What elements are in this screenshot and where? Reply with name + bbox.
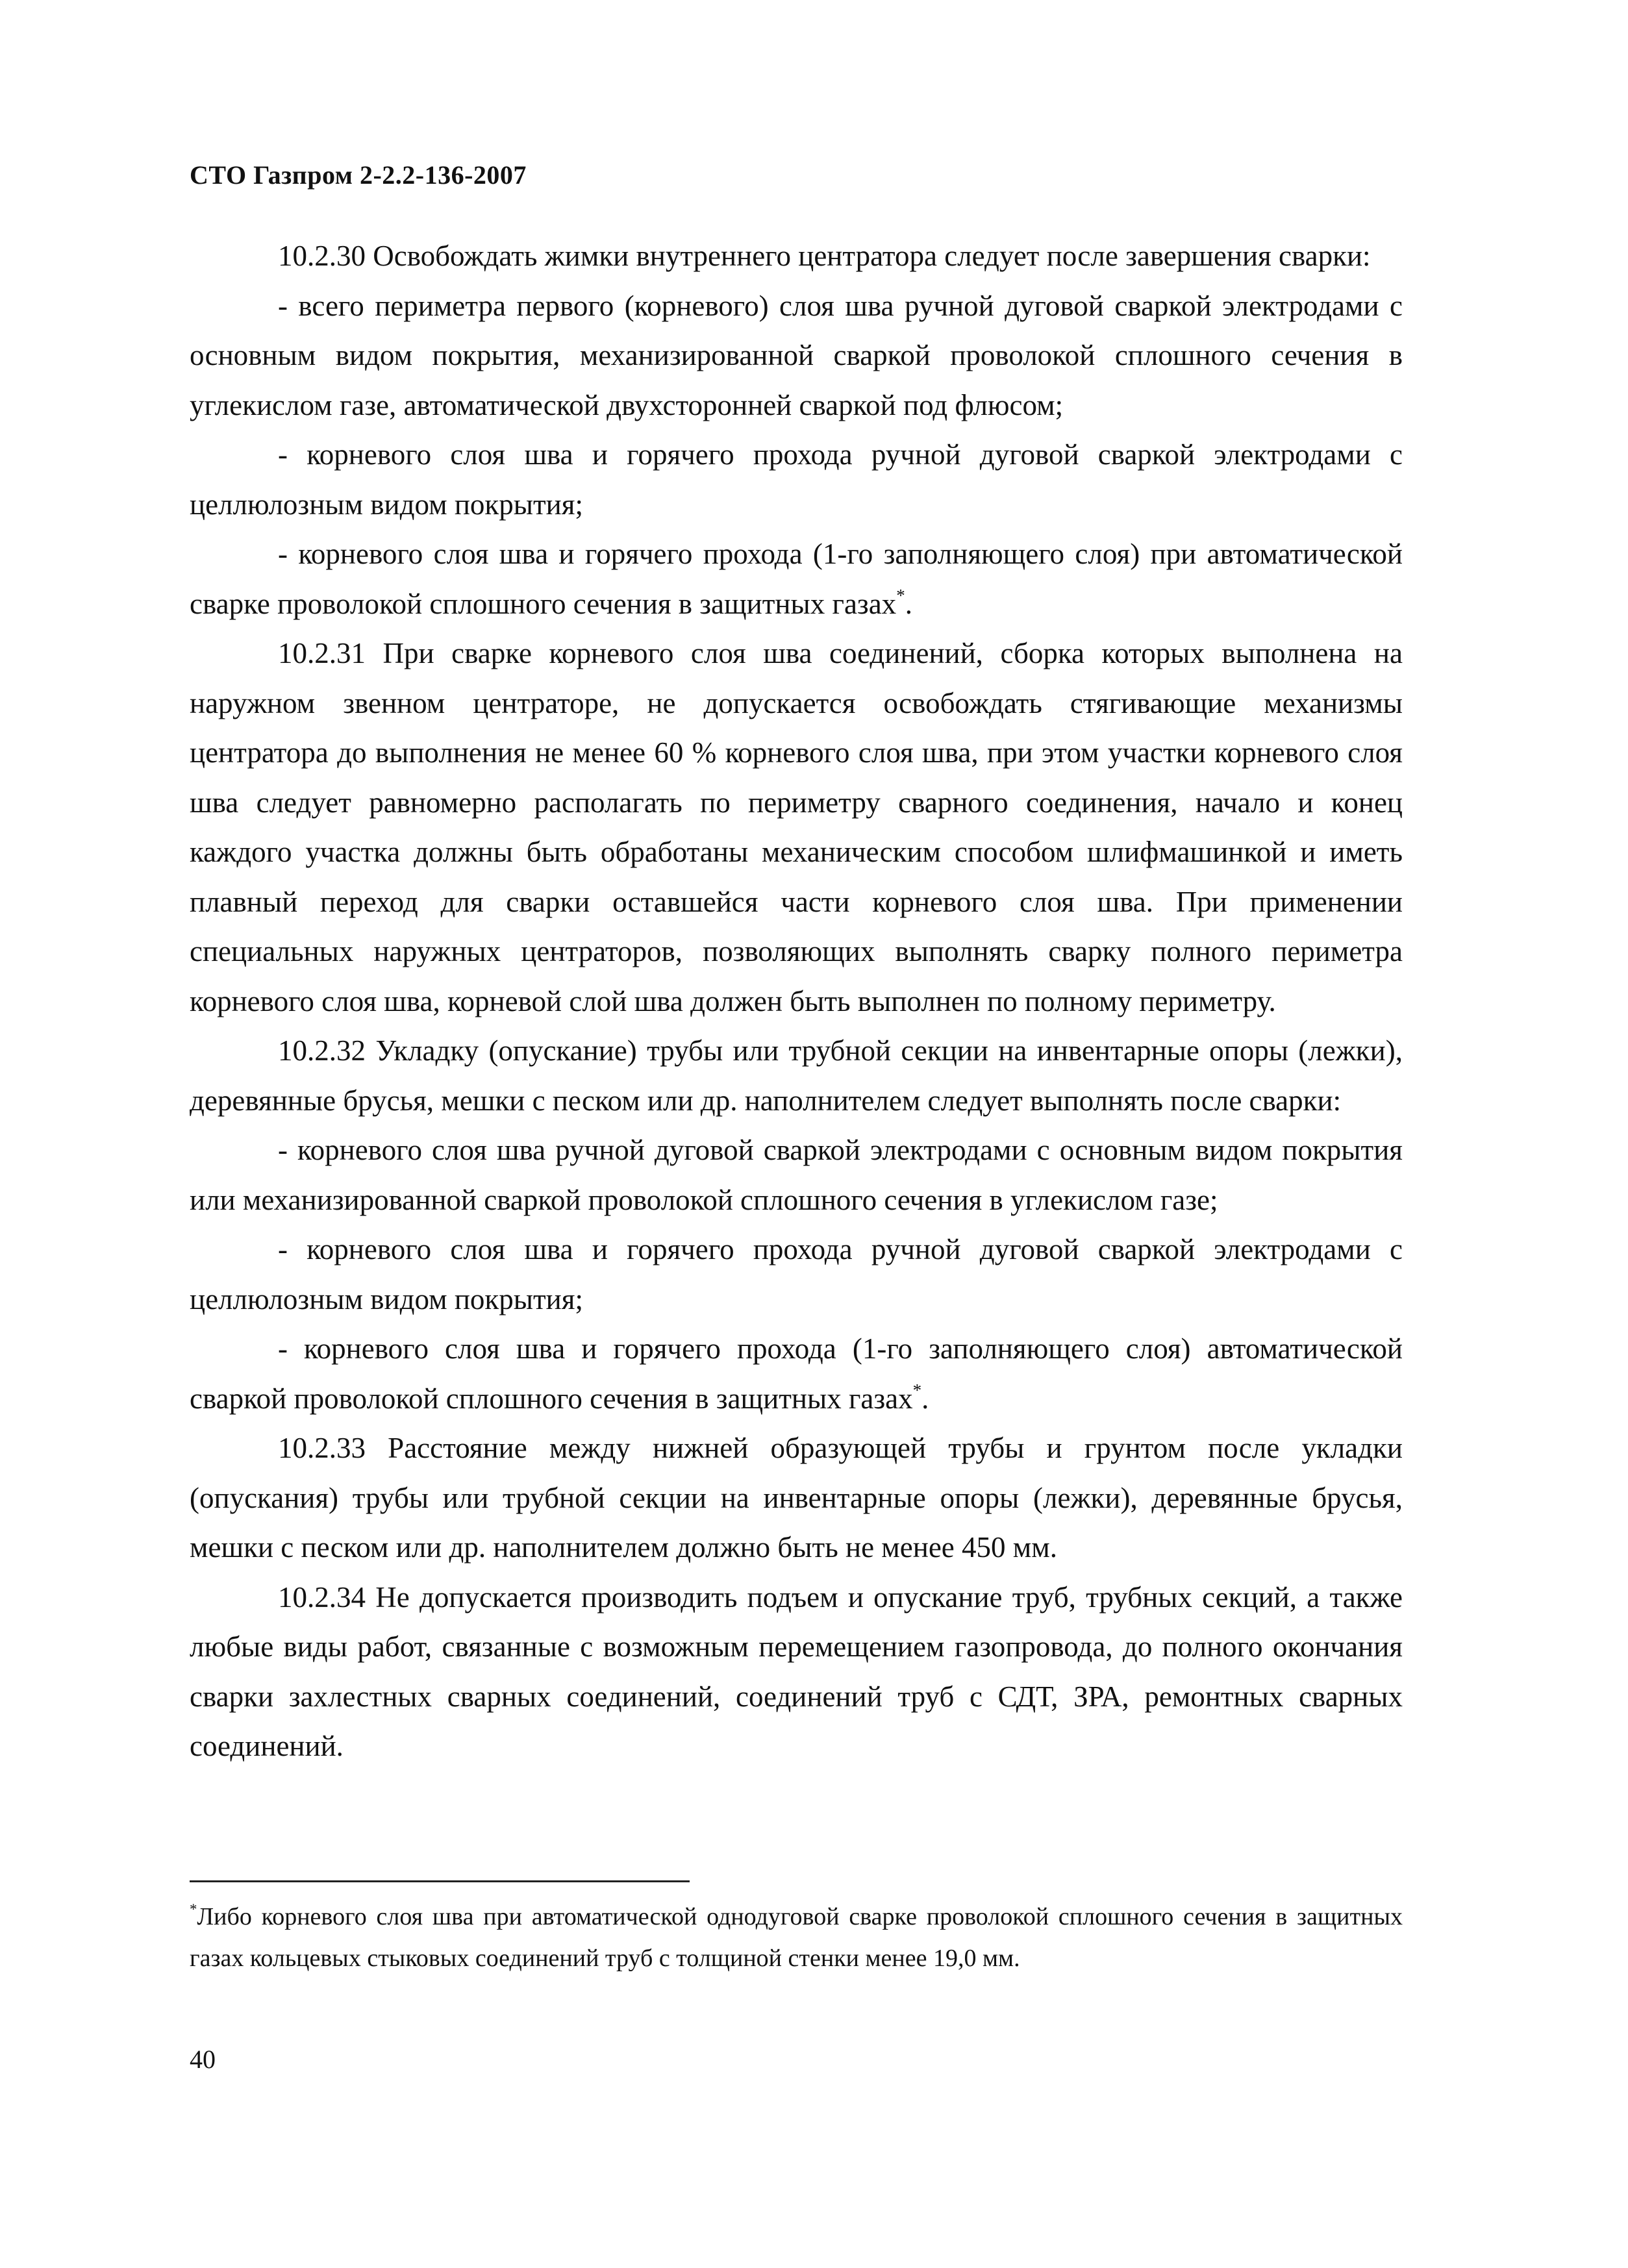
footnote — [190, 1896, 1403, 1979]
sentence-end: . — [905, 587, 912, 620]
list-item-root-cellulose-2: - корневого слоя шва и горячего прохода ручной дуговой сваркой электродами с целлюлозным видом покрытия; — [190, 1233, 1403, 1315]
page-header: СТО Газпром 2-2.2-136-2007 — [190, 160, 527, 190]
list-item-text: - корневого слоя шва и горячего прохода (1-го заполняющего слоя) при автоматической сварке проволокой сплошного сечения в защитных газах — [190, 538, 1403, 620]
list-item-full-perimeter: - всего периметра первого (корневого) слоя шва ручной дуговой сваркой электродами с основным видом покрытия, механизированной сваркой проволокой сплошного сечения в углекислом газе, автоматической двухсторонней сваркой под флюсом; — [190, 289, 1403, 421]
sentence-end: . — [921, 1382, 929, 1415]
paragraph-10-2-30: 10.2.30 Освобождать жимки внутреннего центратора следует после завершения сварки: — [278, 240, 1371, 272]
footnote-marker: * — [896, 585, 905, 605]
list-item-root-automatic — [190, 529, 1403, 629]
paragraph-10-2-33: 10.2.33 Расстояние между нижней образующей трубы и грунтом после укладки (опускания) трубы или трубной секции на инвентарные опоры (лежки), деревянные брусья, мешки с песком или др. наполнителем должно быть не менее 450 мм. — [190, 1432, 1403, 1564]
footnote-marker: * — [190, 1901, 197, 1918]
footnote-text: Либо корневого слоя шва при автоматической однодуговой сварке проволокой сплошного сечения в защитных газах кольцевых стыковых соединений труб с толщиной стенки менее 19,0 мм. — [190, 1903, 1403, 1972]
page-number: 40 — [190, 2045, 216, 2074]
paragraph-10-2-31: 10.2.31 При сварке корневого слоя шва соединений, сборка которых выполнена на наружном звенном центраторе, не допускается освобождать стягивающие механизмы центратора до выполнения не менее 60 % корневого слоя шва, при этом участки корневого слоя шва следует равномерно располагать по периметру сварного соединения, начало и конец каждого участка должны быть обработаны механическим способом шлифмашинкой и иметь плавный переход для сварки оставшейся части корневого слоя шва. При применении специальных наружных центраторов, позволяющих выполнять сварку полного периметра корневого слоя шва, корневой слой шва должен быть выполнен по полному периметру. — [190, 637, 1403, 1017]
footnote-marker: * — [912, 1380, 922, 1400]
list-item-root-automatic-2 — [190, 1324, 1403, 1423]
list-item-root-basic: - корневого слоя шва ручной дуговой сваркой электродами с основным видом покрытия или механизированной сваркой проволокой сплошного сечения в углекислом газе; — [190, 1134, 1403, 1216]
footnote-divider — [190, 1880, 690, 1882]
list-item-root-cellulose: - корневого слоя шва и горячего прохода ручной дуговой сваркой электродами с целлюлозным видом покрытия; — [190, 438, 1403, 521]
list-item-text: - корневого слоя шва и горячего прохода (1-го заполняющего слоя) автоматической сваркой проволокой сплошного сечения в защитных газах — [190, 1332, 1403, 1415]
body-text — [190, 231, 1403, 1771]
paragraph-10-2-32: 10.2.32 Укладку (опускание) трубы или трубной секции на инвентарные опоры (лежки), деревянные брусья, мешки с песком или др. наполнителем следует выполнять после сварки: — [190, 1034, 1403, 1117]
paragraph-10-2-34: 10.2.34 Не допускается производить подъем и опускание труб, трубных секций, а также любые виды работ, связанные с возможным перемещением газопровода, до полного окончания сварки захлестных сварных соединений, соединений труб с СДТ, ЗРА, ремонтных сварных соединений. — [190, 1580, 1403, 1762]
